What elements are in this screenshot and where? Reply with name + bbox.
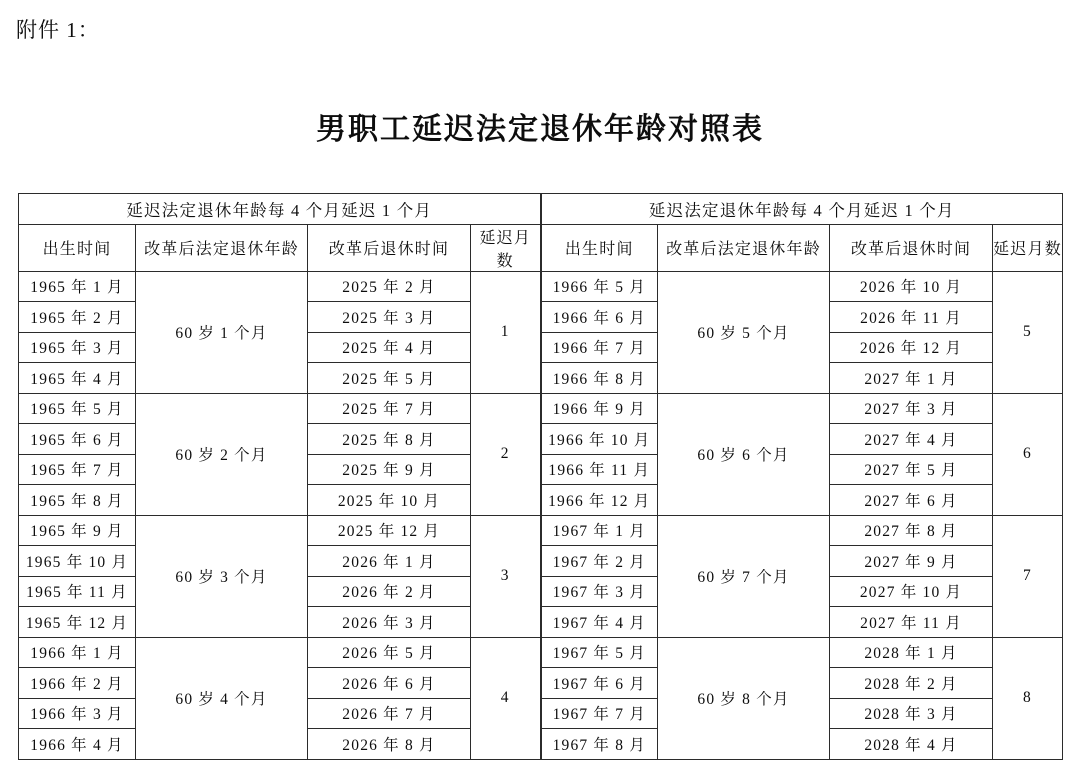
table-head [19, 194, 1063, 272]
cell-retire-date-right: 2027 年 10 月 [830, 576, 993, 607]
cell-retire-date-right: 2026 年 10 月 [830, 271, 993, 302]
column-header-statutory-age-left: 改革后法定退休年龄 [136, 224, 308, 271]
cell-statutory-age-right: 60 岁 5 个月 [658, 271, 830, 393]
cell-birth-right: 1967 年 3 月 [541, 576, 658, 607]
cell-retire-date-right: 2027 年 4 月 [830, 424, 993, 455]
table-row [19, 637, 1063, 668]
cell-birth-left: 1965 年 3 月 [19, 332, 136, 363]
column-header-retire-date-right: 改革后退休时间 [830, 224, 993, 271]
cell-birth-right: 1967 年 6 月 [541, 668, 658, 699]
cell-statutory-age-left: 60 岁 3 个月 [136, 515, 308, 637]
column-header-delay-months-left: 延迟月数 [471, 224, 541, 271]
cell-birth-right: 1966 年 12 月 [541, 485, 658, 516]
cell-birth-right: 1966 年 7 月 [541, 332, 658, 363]
cell-delay-months-right: 8 [993, 637, 1063, 759]
column-header-birth-right: 出生时间 [541, 224, 658, 271]
cell-retire-date-left: 2025 年 12 月 [308, 515, 471, 546]
cell-birth-right: 1966 年 11 月 [541, 454, 658, 485]
column-header-delay-months-right: 延迟月数 [993, 224, 1063, 271]
table-row [19, 393, 1063, 424]
cell-birth-left: 1965 年 11 月 [19, 576, 136, 607]
cell-delay-months-right: 7 [993, 515, 1063, 637]
cell-retire-date-right: 2028 年 1 月 [830, 637, 993, 668]
cell-birth-left: 1965 年 5 月 [19, 393, 136, 424]
retirement-age-table [18, 193, 1063, 760]
table-body [19, 271, 1063, 759]
cell-birth-right: 1966 年 10 月 [541, 424, 658, 455]
cell-birth-left: 1966 年 3 月 [19, 698, 136, 729]
cell-retire-date-right: 2027 年 5 月 [830, 454, 993, 485]
cell-birth-left: 1965 年 8 月 [19, 485, 136, 516]
table-header-row [19, 224, 1063, 271]
cell-birth-left: 1965 年 9 月 [19, 515, 136, 546]
cell-retire-date-left: 2026 年 7 月 [308, 698, 471, 729]
column-header-statutory-age-right: 改革后法定退休年龄 [658, 224, 830, 271]
cell-statutory-age-left: 60 岁 2 个月 [136, 393, 308, 515]
cell-retire-date-right: 2028 年 2 月 [830, 668, 993, 699]
cell-birth-left: 1965 年 2 月 [19, 302, 136, 333]
cell-retire-date-left: 2026 年 1 月 [308, 546, 471, 577]
cell-birth-right: 1967 年 7 月 [541, 698, 658, 729]
cell-birth-right: 1966 年 5 月 [541, 271, 658, 302]
cell-retire-date-right: 2028 年 4 月 [830, 729, 993, 760]
cell-retire-date-left: 2026 年 2 月 [308, 576, 471, 607]
cell-birth-left: 1966 年 4 月 [19, 729, 136, 760]
cell-birth-left: 1965 年 6 月 [19, 424, 136, 455]
cell-birth-right: 1966 年 9 月 [541, 393, 658, 424]
cell-retire-date-right: 2026 年 12 月 [830, 332, 993, 363]
cell-statutory-age-left: 60 岁 4 个月 [136, 637, 308, 759]
cell-delay-months-left: 3 [471, 515, 541, 637]
cell-retire-date-left: 2025 年 8 月 [308, 424, 471, 455]
cell-retire-date-right: 2027 年 6 月 [830, 485, 993, 516]
cell-retire-date-right: 2027 年 11 月 [830, 607, 993, 638]
cell-retire-date-left: 2025 年 7 月 [308, 393, 471, 424]
column-header-retire-date-left: 改革后退休时间 [308, 224, 471, 271]
banner-right: 延迟法定退休年龄每 4 个月延迟 1 个月 [541, 194, 1063, 225]
cell-delay-months-right: 6 [993, 393, 1063, 515]
table-row [19, 515, 1063, 546]
cell-retire-date-right: 2027 年 3 月 [830, 393, 993, 424]
cell-birth-right: 1967 年 8 月 [541, 729, 658, 760]
attachment-label: 附件 1： [16, 18, 100, 42]
cell-retire-date-right: 2026 年 11 月 [830, 302, 993, 333]
retirement-table-container [18, 193, 1062, 760]
cell-retire-date-right: 2027 年 9 月 [830, 546, 993, 577]
cell-retire-date-left: 2025 年 10 月 [308, 485, 471, 516]
cell-delay-months-left: 4 [471, 637, 541, 759]
page-title: 男职工延迟法定退休年龄对照表 [316, 113, 764, 146]
cell-birth-left: 1965 年 1 月 [19, 271, 136, 302]
cell-retire-date-left: 2026 年 8 月 [308, 729, 471, 760]
cell-birth-left: 1965 年 12 月 [19, 607, 136, 638]
column-header-birth-left: 出生时间 [19, 224, 136, 271]
cell-birth-right: 1967 年 2 月 [541, 546, 658, 577]
cell-statutory-age-right: 60 岁 7 个月 [658, 515, 830, 637]
cell-birth-right: 1966 年 8 月 [541, 363, 658, 394]
cell-statutory-age-right: 60 岁 6 个月 [658, 393, 830, 515]
cell-retire-date-left: 2025 年 4 月 [308, 332, 471, 363]
cell-birth-left: 1965 年 7 月 [19, 454, 136, 485]
cell-retire-date-left: 2025 年 2 月 [308, 271, 471, 302]
cell-statutory-age-left: 60 岁 1 个月 [136, 271, 308, 393]
cell-statutory-age-right: 60 岁 8 个月 [658, 637, 830, 759]
cell-delay-months-right: 5 [993, 271, 1063, 393]
cell-retire-date-left: 2025 年 5 月 [308, 363, 471, 394]
cell-retire-date-right: 2027 年 1 月 [830, 363, 993, 394]
cell-retire-date-left: 2026 年 5 月 [308, 637, 471, 668]
table-row [19, 271, 1063, 302]
cell-delay-months-left: 2 [471, 393, 541, 515]
cell-retire-date-left: 2026 年 6 月 [308, 668, 471, 699]
cell-birth-left: 1965 年 4 月 [19, 363, 136, 394]
cell-birth-right: 1967 年 5 月 [541, 637, 658, 668]
table-banner-row [19, 194, 1063, 225]
cell-retire-date-left: 2026 年 3 月 [308, 607, 471, 638]
cell-birth-right: 1967 年 4 月 [541, 607, 658, 638]
cell-birth-left: 1966 年 1 月 [19, 637, 136, 668]
cell-birth-left: 1965 年 10 月 [19, 546, 136, 577]
banner-left: 延迟法定退休年龄每 4 个月延迟 1 个月 [19, 194, 541, 225]
cell-retire-date-right: 2027 年 8 月 [830, 515, 993, 546]
cell-birth-right: 1967 年 1 月 [541, 515, 658, 546]
cell-delay-months-left: 1 [471, 271, 541, 393]
cell-birth-left: 1966 年 2 月 [19, 668, 136, 699]
cell-retire-date-left: 2025 年 3 月 [308, 302, 471, 333]
cell-retire-date-right: 2028 年 3 月 [830, 698, 993, 729]
cell-birth-right: 1966 年 6 月 [541, 302, 658, 333]
cell-retire-date-left: 2025 年 9 月 [308, 454, 471, 485]
